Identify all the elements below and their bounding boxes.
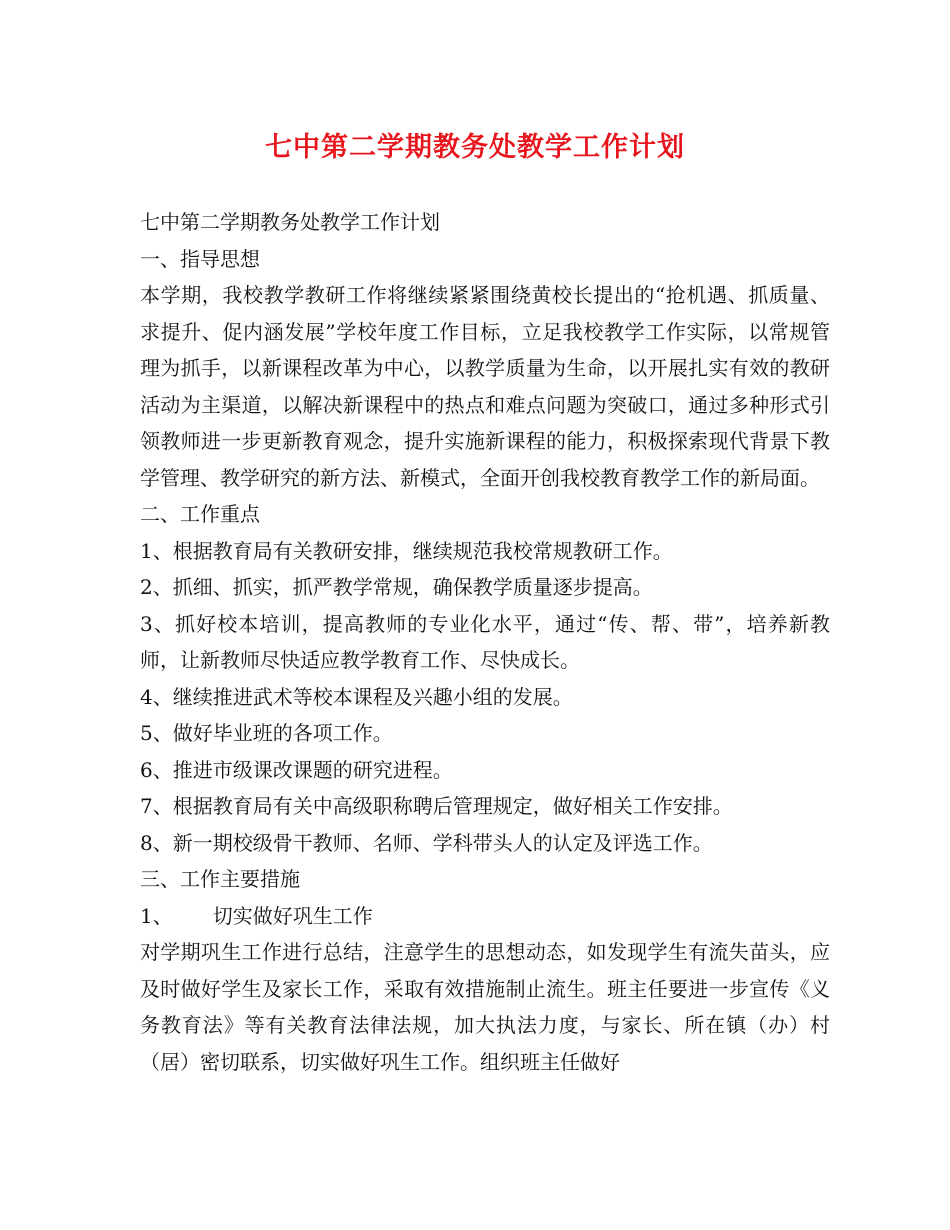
document-body <box>140 204 830 1080</box>
subsection-heading-student-retention <box>140 898 830 935</box>
subsection-number: 1、 <box>140 903 173 928</box>
document-subtitle: 七中第二学期教务处教学工作计划 <box>140 210 440 234</box>
list-item-focus-5: 5、做好毕业班的各项工作。 <box>140 721 393 745</box>
paragraph-guiding-ideology: 本学期，我校教学教研工作将继续紧紧围绕黄校长提出的“抢机遇、抓质量、求提升、促内涵发展”学校年度工作目标，立足我校教学工作实际，以常规管理为抓手，以新课程改革为中心，以教学质量为生命，以开展扎实有效的教研活动为主渠道，以解决新课程中的热点和难点问题为突破口，通过多种形式引领教师进一步更新教育观念，提升实施新课程的能力，积极探索现代背景下教学管理、教学研究的新方法、新模式，全面开创我校教育教学工作的新局面。 <box>140 283 830 490</box>
subsection-title: 切实做好巩生工作 <box>212 903 373 928</box>
document-title: 七中第二学期教务处教学工作计划 <box>265 132 685 163</box>
list-item-focus-3: 3、抓好校本培训，提高教师的专业化水平，通过“传、帮、带”，培养新教师，让新教师尽快适应教学教育工作、尽快成长。 <box>140 611 830 672</box>
list-item-focus-1: 1、根据教育局有关教研安排，继续规范我校常规教研工作。 <box>140 538 673 563</box>
list-item-focus-7: 7、根据教育局有关中高级职称聘后管理规定，做好相关工作安排。 <box>140 794 733 818</box>
list-item-focus-8: 8、新一期校级骨干教师、名师、学科带头人的认定及评选工作。 <box>140 830 713 855</box>
section-heading-work-focus: 二、工作重点 <box>140 502 260 526</box>
list-item-focus-2: 2、抓细、抓实，抓严教学常规，确保教学质量逐步提高。 <box>140 575 653 599</box>
section-heading-main-measures: 三、工作主要措施 <box>140 867 300 891</box>
paragraph-student-retention: 对学期巩生工作进行总结，注意学生的思想动态，如发现学生有流失苗头，应及时做好学生及家长工作，采取有效措施制止流生。班主任要进一步宣传《义务教育法》等有关教育法律法规，加大执法力度，与家长、所在镇（办）村（居）密切联系，切实做好巩生工作。组织班主任做好 <box>140 940 830 1074</box>
section-heading-guiding-ideology: 一、指导思想 <box>140 246 260 271</box>
list-item-focus-4: 4、继续推进武术等校本课程及兴趣小组的发展。 <box>140 684 573 709</box>
list-item-focus-6: 6、推进市级课改课题的研究进程。 <box>140 757 453 782</box>
